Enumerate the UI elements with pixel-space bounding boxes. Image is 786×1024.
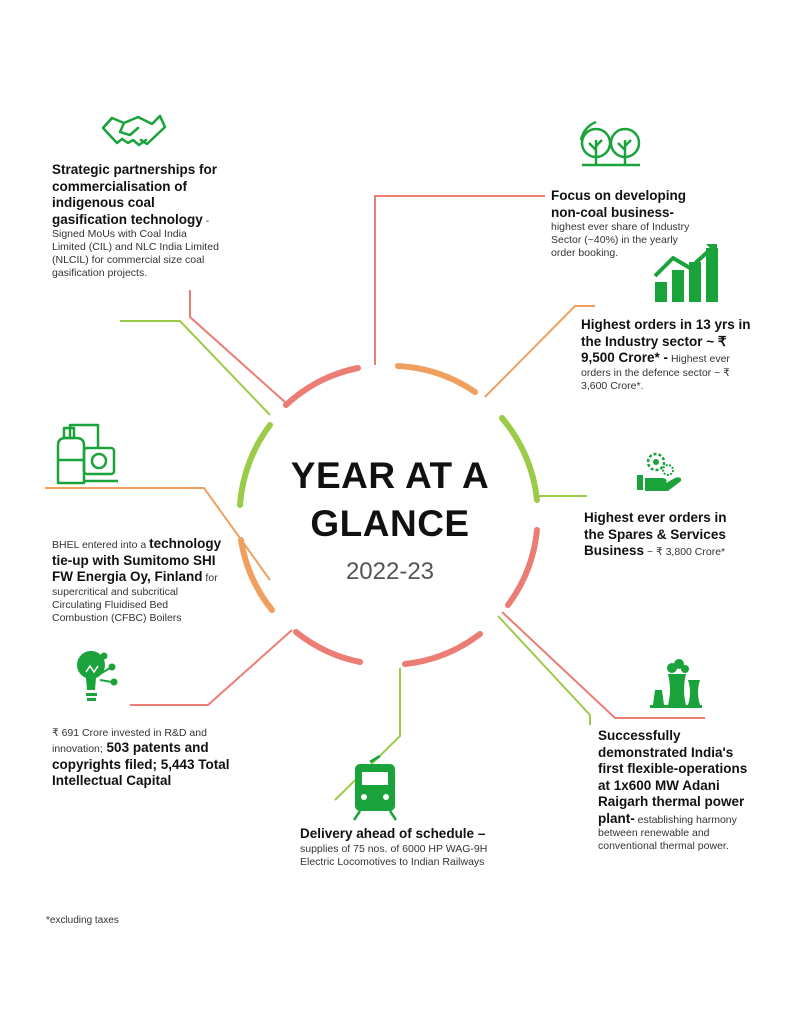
center-title-block: [250, 452, 530, 586]
technology-text: [52, 536, 227, 625]
connector-flexible: [498, 616, 590, 725]
partnerships-bold: Strategic partnerships for commercialisation of indigenous coal gasification technology: [52, 162, 218, 227]
technology-detail: for supercritical and subcritical Circulating Fluidised Bed Combustion (CFBC) Boilers: [52, 572, 218, 624]
technology-bold: technology tie-up with Sumitomo SHI FW Energia Oy, Finland: [52, 536, 222, 584]
connector-rnd: [130, 630, 292, 705]
train-icon: [354, 756, 396, 820]
spares-detail: ~ ₹ 3,800 Crore*: [644, 546, 726, 558]
lightbulb-icon: [77, 651, 117, 701]
rnd-pre: ₹ 691 Crore invested in R&D and innovation;: [52, 727, 207, 755]
title-line-2: GLANCE: [310, 503, 470, 544]
gear-hand-icon: [637, 454, 681, 491]
connector-industry: [485, 306, 595, 397]
connector-non-coal: [375, 196, 545, 365]
flexible-detail: establishing harmony between renewable and conventional thermal power.: [598, 813, 737, 852]
partnerships-detail: - Signed MoUs with Coal India Limited (CIL) and NLC India Limited (NLCIL) for commercial size coal gasification projects.: [52, 214, 219, 279]
footnote: *excluding taxes: [46, 915, 119, 926]
title-line-1: YEAR AT A: [290, 455, 490, 496]
non-coal-text: [551, 188, 701, 260]
non-coal-bold: Focus on developing non-coal business-: [551, 188, 687, 220]
handshake-icon: [103, 116, 165, 145]
flexible-text: [598, 728, 758, 853]
partnerships-text: [52, 162, 222, 280]
ring-arc-bottom-salmon: [405, 634, 480, 664]
delivery-detail: supplies of 75 nos. of 6000 HP WAG-9H Electric Locomotives to Indian Railways: [300, 842, 488, 868]
trees-icon: [581, 122, 640, 165]
ring-arc-bottom-orange: [296, 632, 360, 662]
flexible-bold: Successfully demonstrated India's first flexible-operations at 1x600 MW Adani Raigarh thermal power plant-: [598, 728, 748, 826]
industry-orders-detail: Highest ever orders in the defence sector ~ ₹ 3,600 Crore*.: [581, 353, 730, 392]
non-coal-detail: highest ever share of Industry Sector (~40%) in the yearly order booking.: [551, 221, 690, 259]
year-label: 2022-23: [345, 558, 435, 585]
ring-arc-top-salmon: [286, 368, 358, 405]
rnd-text: [52, 727, 232, 790]
power-plant-icon: [650, 659, 702, 708]
technology-pre: BHEL entered into a: [52, 539, 150, 551]
delivery-text: [300, 826, 500, 869]
industry-orders-bold: Highest orders in 13 yrs in the Industry sector ~ ₹ 9,500 Crore* -: [581, 317, 751, 365]
spares-text: [584, 510, 734, 560]
rnd-bold: 503 patents and copyrights filed; 5,443 Total Intellectual Capital: [52, 740, 230, 788]
industry-orders-text: [581, 317, 756, 393]
spares-bold: Highest ever orders in the Spares & Services Business: [584, 510, 727, 558]
ring-arc-top-orange: [398, 366, 475, 392]
factory-equipment-icon: [58, 425, 118, 483]
delivery-bold: Delivery ahead of schedule –: [300, 826, 486, 841]
